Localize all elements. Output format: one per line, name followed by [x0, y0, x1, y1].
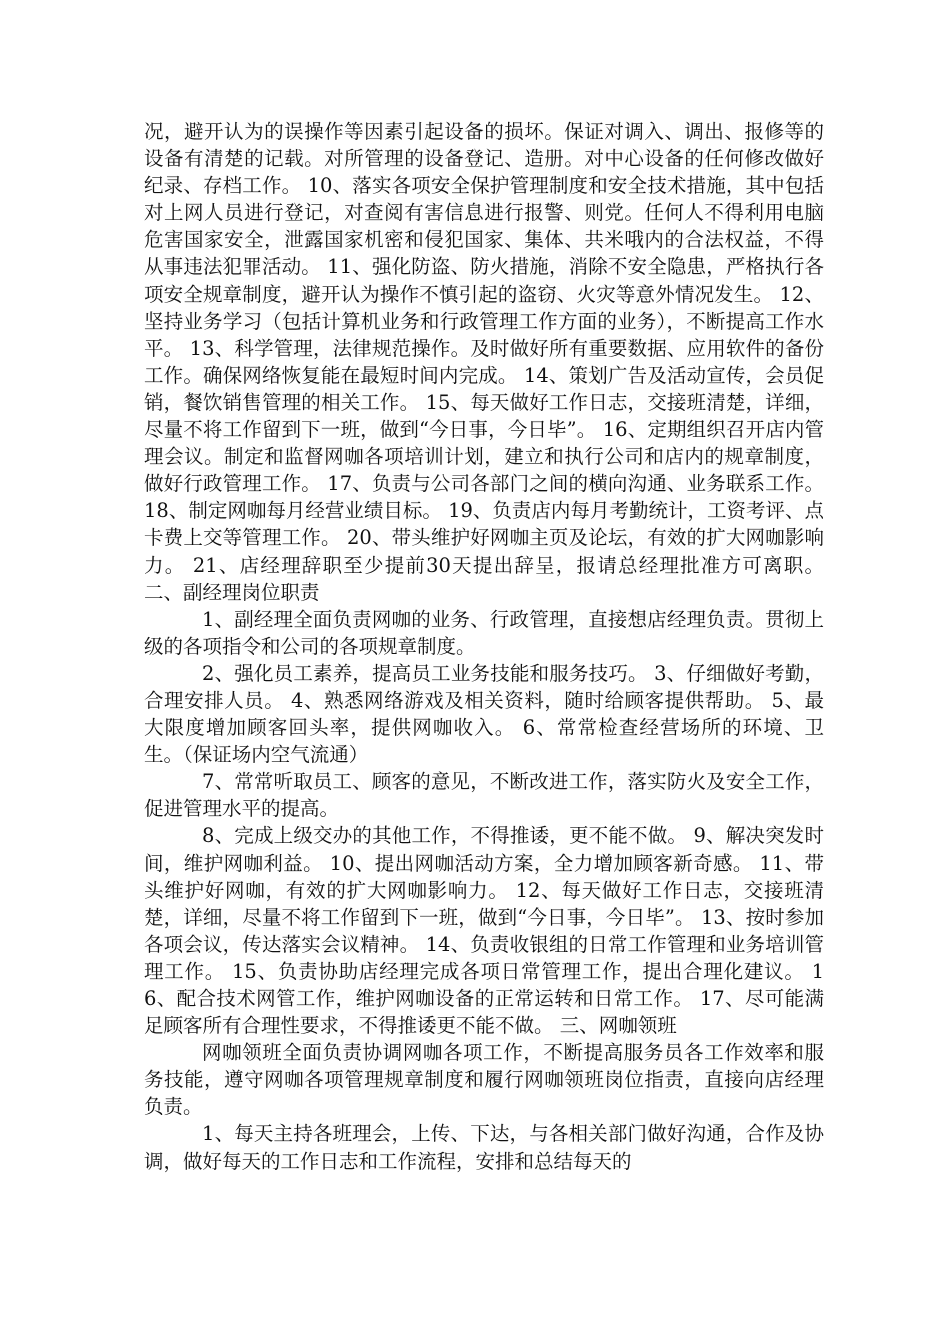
- paragraph-1: 况，避开认为的误操作等因素引起设备的损坏。保证对调入、调出、报修等的设备有清楚的记载。对所管理的设备登记、造册。对中心设备的任何修改做好纪录、存档工作。 10、落实各项安全保护管理制度和安全技术措施，其中包括对上网人员进行登记，对查阅有害信息进行报警、则党。任何人不得利用电脑危害国家安全，泄露国家机密和侵犯国家、集体、共米哦内的合法权益，不得从事违法犯罪活动。 11、强化防盗、防火措施，消除不安全隐患，严格执行各项安全规章制度，避开认为操作不慎引起的盗窃、火灾等意外情况发生。 12、坚持业务学习（包括计算机业务和行政管理工作方面的业务），不断提高工作水平。 13、科学管理，法律规范操作。及时做好所有重要数据、应用软件的备份工作。确保网络恢复能在最短时间内完成。 14、策划广告及活动宣传，会员促销，餐饮销售管理的相关工作。 15、每天做好工作日志，交接班清楚，详细，尽量不将工作留到下一班，做到“今日事，今日毕”。 16、定期组织召开店内管理会议。制定和监督网咖各项培训计划，建立和执行公司和店内的规章制度，做好行政管理工作。 17、负责与公司各部门之间的横向沟通、业务联系工作。 18、制定网咖每月经营业绩目标。 19、负责店内每月考勤统计，工资考评、点卡费上交等管理工作。 20、带头维护好网咖主页及论坛，有效的扩大网咖影响力。 21、店经理辞职至少提前30天提出辞呈，报请总经理批准方可离职。 二、副经理岗位职责: [144, 120, 824, 604]
- paragraph-3: 2、强化员工素养，提高员工业务技能和服务技巧。 3、仔细做好考勤，合理安排人员。 4、熟悉网络游戏及相关资料，随时给顾客提供帮助。 5、最大限度增加顾客回头率，提供网咖收入。 6、常常检查经营场所的环境、卫生。（保证场内空气流通）: [144, 661, 824, 767]
- paragraph-6: 网咖领班全面负责协调网咖各项工作，不断提高服务员各工作效率和服务技能，遵守网咖各项管理规章制度和履行网咖领班岗位指责，直接向店经理负责。: [144, 1041, 824, 1119]
- document-page: [144, 118, 824, 1175]
- paragraph-5: 8、完成上级交办的其他工作，不得推诿，更不能不做。 9、解决突发时间，维护网咖利益。 10、提出网咖活动方案，全力增加顾客新奇感。 11、带头维护好网咖，有效的扩大网咖影响力。 12、每天做好工作日志，交接班清楚，详细，尽量不将工作留到下一班，做到“今日事，今日毕”。 13、按时参加各项会议，传达落实会议精神。 14、负责收银组的日常工作管理和业务培训管理工作。 15、负责协助店经理完成各项日常管理工作，提出合理化建议。 16、配合技术网管工作，维护网咖设备的正常运转和日常工作。 17、尽可能满足顾客所有合理性要求，不得推诿更不能不做。 三、网咖领班: [144, 824, 824, 1038]
- paragraph-7: 1、每天主持各班理会，上传、下达，与各相关部门做好沟通，合作及协调，做好每天的工作日志和工作流程，安排和总结每天的: [144, 1122, 824, 1173]
- paragraph-4: 7、常常听取员工、顾客的意见，不断改进工作，落实防火及安全工作，促进管理水平的提高。: [144, 770, 824, 821]
- paragraph-2: 1、副经理全面负责网咖的业务、行政管理，直接想店经理负责。贯彻上级的各项指令和公司的各项规章制度。: [144, 607, 824, 658]
